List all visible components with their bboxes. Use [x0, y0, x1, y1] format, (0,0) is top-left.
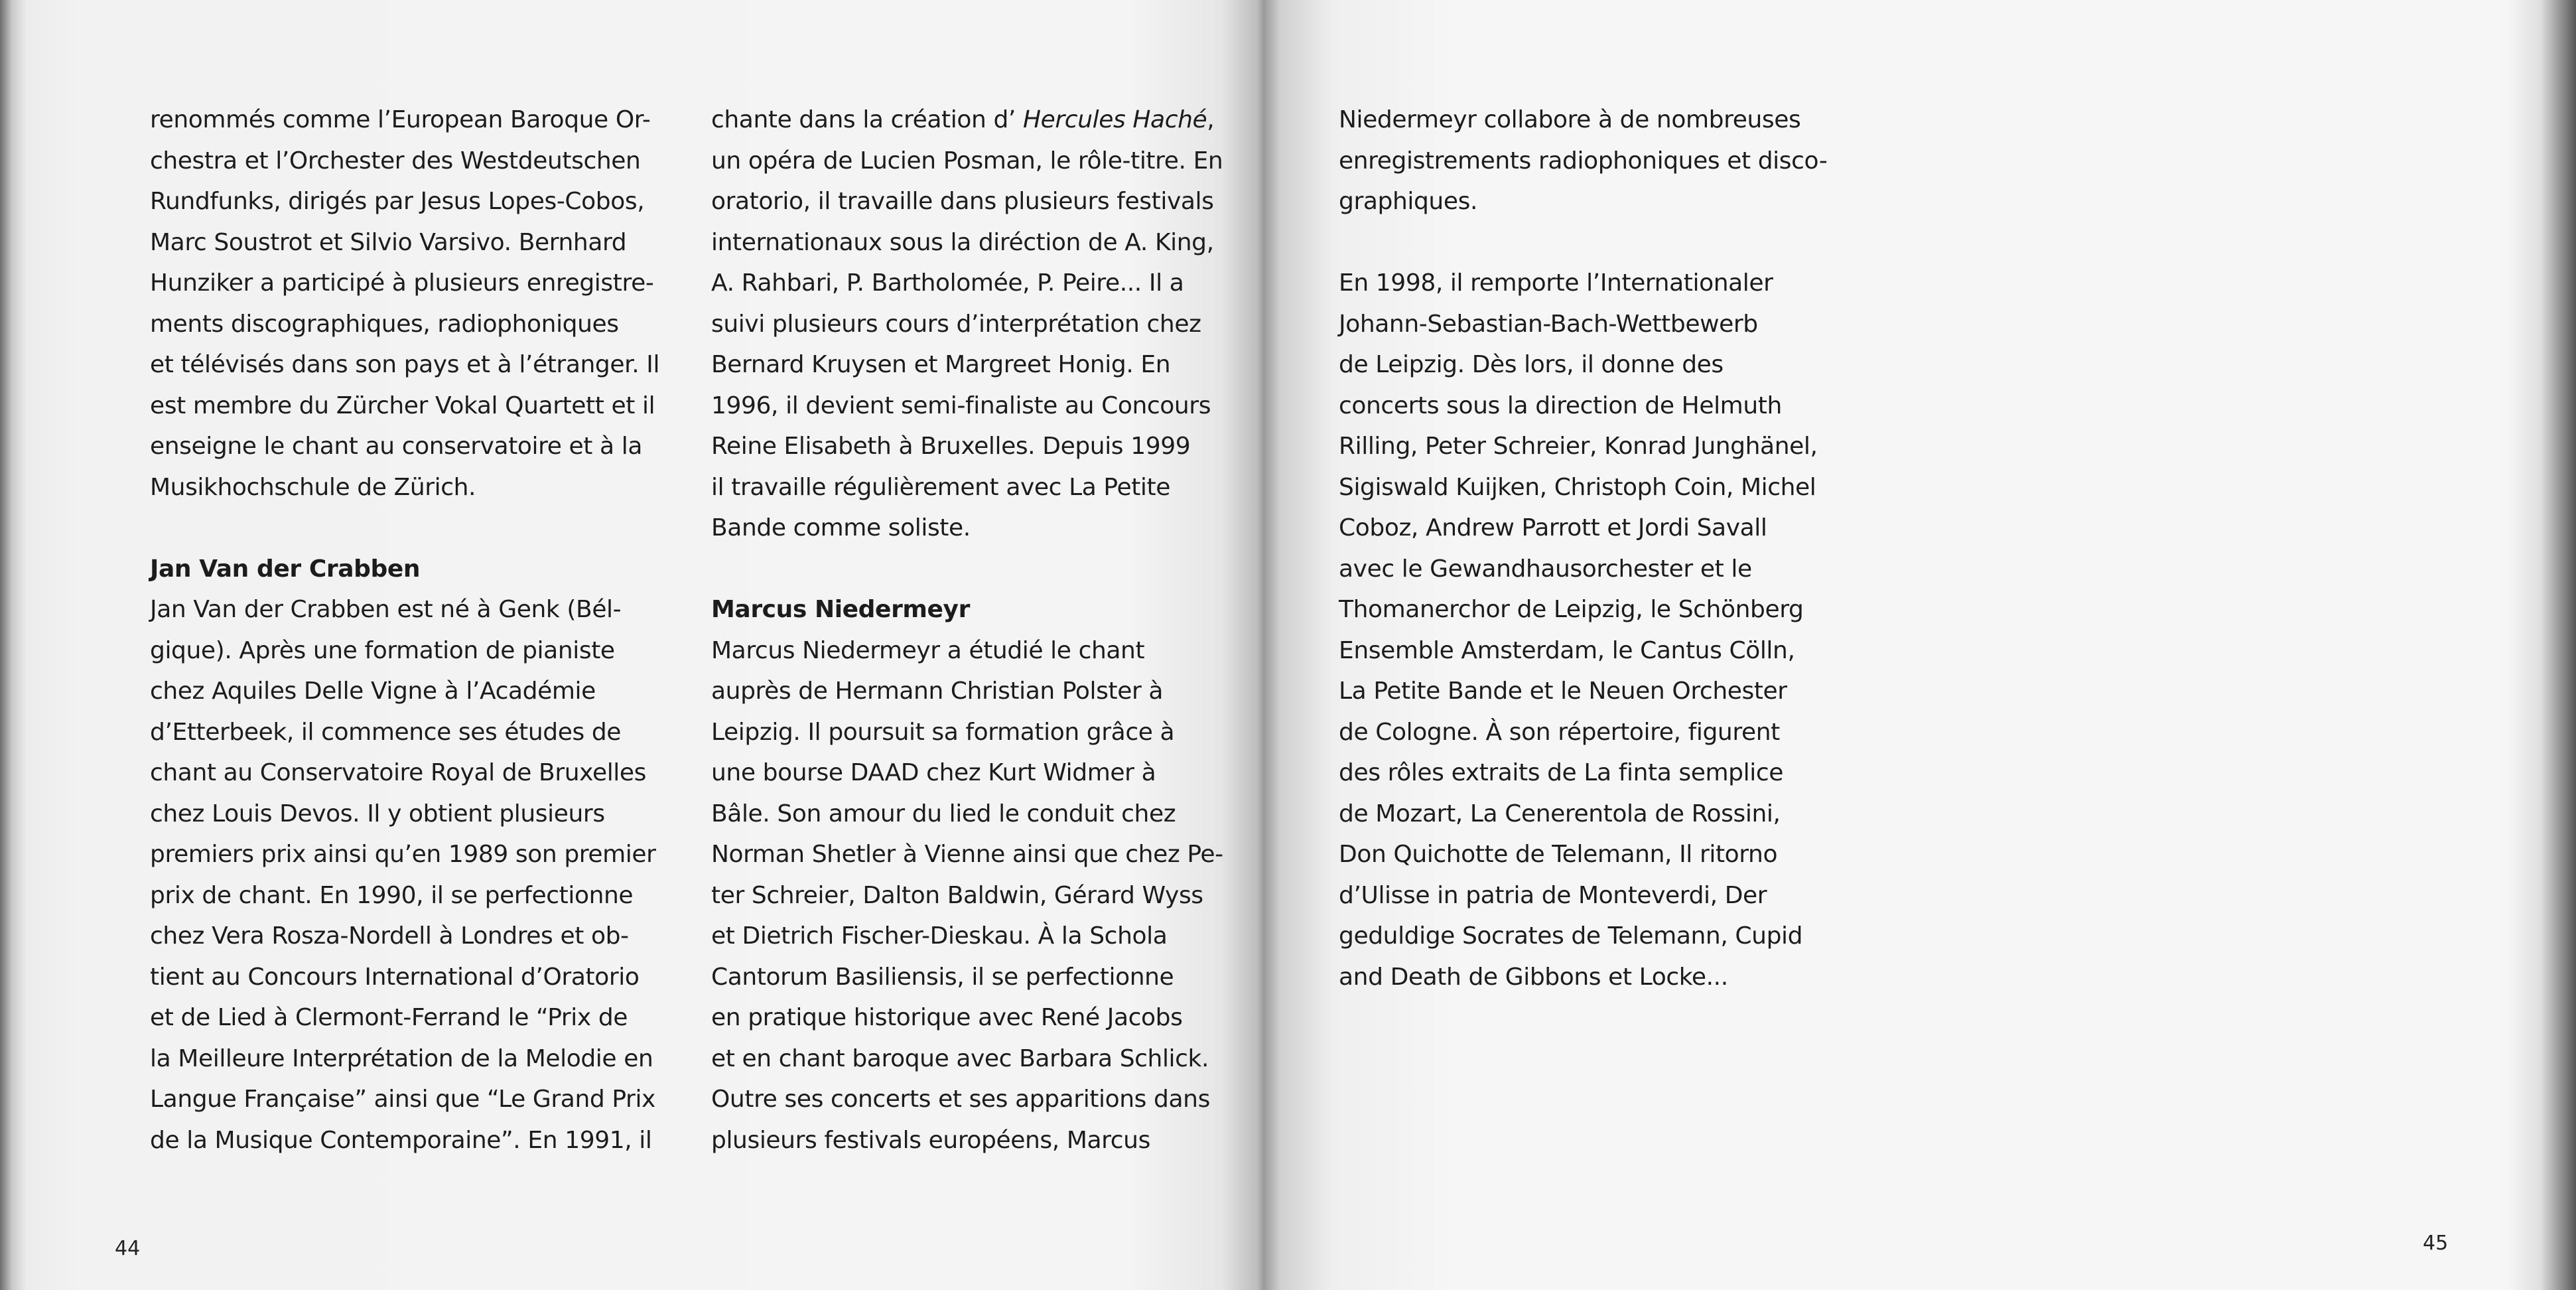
- page-number-right: 45: [2423, 1232, 2449, 1255]
- text-line: Reine Elisabeth à Bruxelles. Depuis 1999: [711, 433, 1191, 460]
- text-line: graphiques.: [1339, 188, 1477, 215]
- text-line: Don Quichotte de Telemann, Il ritorno: [1339, 841, 1778, 868]
- text-line: chez Vera Rosza-Nordell à Londres et ob-: [150, 922, 629, 950]
- text-line: Norman Shetler à Vienne ainsi que chez Pe-: [711, 841, 1223, 868]
- text-line: enregistrements radiophoniques et disco-: [1339, 147, 1828, 175]
- text-line: Musikhochschule de Zürich.: [150, 473, 476, 501]
- bio-niedermeyr: [711, 630, 1223, 1161]
- text-line: et télévisés dans son pays et à l’étranger. Il: [150, 351, 660, 378]
- text-line: avec le Gewandhausorchester et le: [1339, 555, 1752, 583]
- text-line: d’Ulisse in patria de Monteverdi, Der: [1339, 881, 1767, 909]
- text-line: d’Etterbeek, il commence ses études de: [150, 718, 622, 746]
- first-line: [711, 100, 1223, 141]
- text-line: tient au Concours International d’Oratorio: [150, 963, 640, 991]
- text-line: Bande comme soliste.: [711, 514, 971, 541]
- text-line: en pratique historique avec René Jacobs: [711, 1004, 1183, 1031]
- text-line: renommés comme l’European Baroque Or-: [150, 106, 651, 133]
- bio-van-der-crabben: [150, 589, 659, 1161]
- text-line: Sigiswald Kuijken, Christoph Coin, Michel: [1339, 473, 1816, 501]
- text-line: internationaux sous la diréction de A. King,: [711, 228, 1214, 256]
- text-line: En 1998, il remporte l’Internationaler: [1339, 269, 1773, 297]
- bio-van-der-crabben-cont: [711, 141, 1223, 549]
- text-line: enseigne le chant au conservatoire et à la: [150, 433, 643, 460]
- text-line: Langue Française” ainsi que “Le Grand Prix: [150, 1086, 655, 1113]
- text-line: chant au Conservatoire Royal de Bruxelles: [150, 759, 647, 786]
- text-line: Hunziker a participé à plusieurs enregistre-: [150, 269, 654, 297]
- text-line: and Death de Gibbons et Locke...: [1339, 963, 1728, 991]
- bio-niedermeyr-1998: [1339, 263, 1827, 997]
- text-line: de Leipzig. Dès lors, il donne des: [1339, 351, 1724, 378]
- text-line: prix de chant. En 1990, il se perfectionne: [150, 881, 634, 909]
- text-line: Johann-Sebastian-Bach-Wettbewerb: [1339, 310, 1758, 338]
- text: chante dans la création d’: [711, 106, 1023, 133]
- left-column-2: [711, 100, 1223, 1161]
- text-line: 1996, il devient semi-finaliste au Concours: [711, 392, 1211, 419]
- text-line: une bourse DAAD chez Kurt Widmer à: [711, 759, 1156, 786]
- text-line: chez Aquiles Delle Vigne à l’Académie: [150, 678, 596, 705]
- text-line: Rundfunks, dirigés par Jesus Lopes-Cobos,: [150, 188, 645, 215]
- text-line: auprès de Hermann Christian Polster à: [711, 678, 1164, 705]
- right-column: [1339, 100, 1827, 997]
- opera-title: Hercules Haché: [1022, 106, 1207, 133]
- text-line: de la Musique Contemporaine”. En 1991, il: [150, 1126, 652, 1154]
- text-line: chez Louis Devos. Il y obtient plusieurs: [150, 800, 605, 827]
- text-line: de Cologne. À son répertoire, figurent: [1339, 718, 1780, 746]
- text-line: Thomanerchor de Leipzig, le Schönberg: [1339, 596, 1804, 623]
- text-line: Rilling, Peter Schreier, Konrad Junghänel,: [1339, 433, 1818, 460]
- text-line: des rôles extraits de La finta semplice: [1339, 759, 1783, 786]
- text-line: Outre ses concerts et ses apparitions dans: [711, 1086, 1210, 1113]
- bio-hunziker-end: [150, 100, 659, 508]
- text-line: un opéra de Lucien Posman, le rôle-titre. En: [711, 147, 1223, 175]
- text-line: et en chant baroque avec Barbara Schlick.: [711, 1044, 1209, 1072]
- text-line: et Dietrich Fischer-Dieskau. À la Schola: [711, 922, 1168, 950]
- text-line: suivi plusieurs cours d’interprétation chez: [711, 310, 1201, 338]
- text-line: geduldige Socrates de Telemann, Cupid: [1339, 922, 1803, 950]
- text-line: Ensemble Amsterdam, le Cantus Cölln,: [1339, 636, 1795, 664]
- text-line: plusieurs festivals européens, Marcus: [711, 1126, 1150, 1154]
- text-line: est membre du Zürcher Vokal Quartett et il: [150, 392, 655, 419]
- text-line: Bâle. Son amour du lied le conduit chez: [711, 800, 1176, 827]
- text-line: La Petite Bande et le Neuen Orchester: [1339, 678, 1787, 705]
- text-line: de Mozart, La Cenerentola de Rossini,: [1339, 800, 1781, 827]
- text-line: Leipzig. Il poursuit sa formation grâce à: [711, 718, 1175, 746]
- text-line: la Meilleure Interprétation de la Melodie en: [150, 1044, 653, 1072]
- text-line: Coboz, Andrew Parrott et Jordi Savall: [1339, 514, 1767, 541]
- text-line: ter Schreier, Dalton Baldwin, Gérard Wyss: [711, 881, 1203, 909]
- text-line: chestra et l’Orchester des Westdeutschen: [150, 147, 641, 175]
- bio-niedermeyr-cont: [1339, 100, 1827, 222]
- text: ,: [1207, 106, 1215, 133]
- heading-marcus-niedermeyr: Marcus Niedermeyr: [711, 596, 970, 623]
- text-line: concerts sous la direction de Helmuth: [1339, 392, 1782, 419]
- text-line: A. Rahbari, P. Bartholomée, P. Peire... Il a: [711, 269, 1184, 297]
- text-line: gique). Après une formation de pianiste: [150, 636, 615, 664]
- text-line: Marc Soustrot et Silvio Varsivo. Bernhard: [150, 228, 627, 256]
- text-line: oratorio, il travaille dans plusieurs festivals: [711, 188, 1214, 215]
- text-line: ments discographiques, radiophoniques: [150, 310, 619, 338]
- page-number-left: 44: [115, 1237, 141, 1260]
- text-line: Marcus Niedermeyr a étudié le chant: [711, 636, 1145, 664]
- left-column-1: [150, 100, 659, 1161]
- text-line: Cantorum Basiliensis, il se perfectionne: [711, 963, 1174, 991]
- text-line: Jan Van der Crabben est né à Genk (Bél-: [150, 596, 622, 623]
- heading-jan-van-der-crabben: Jan Van der Crabben: [150, 555, 421, 583]
- text-line: Bernard Kruysen et Margreet Honig. En: [711, 351, 1171, 378]
- text-line: et de Lied à Clermont-Ferrand le “Prix de: [150, 1004, 628, 1031]
- text-line: il travaille régulièrement avec La Petite: [711, 473, 1170, 501]
- text-line: premiers prix ainsi qu’en 1989 son premier: [150, 841, 656, 868]
- text-line: Niedermeyr collabore à de nombreuses: [1339, 106, 1801, 133]
